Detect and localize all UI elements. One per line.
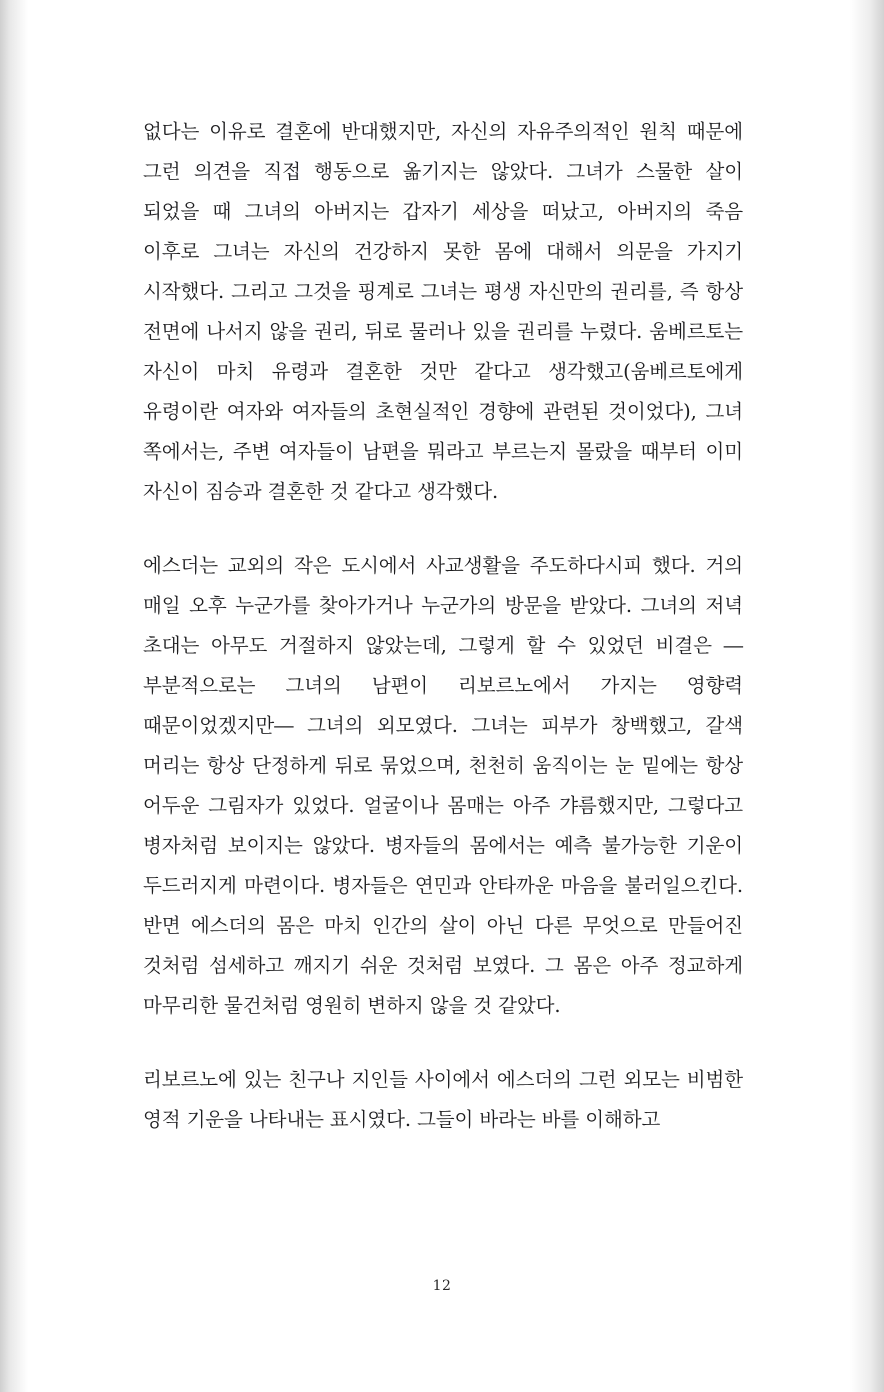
paragraph: 리보르노에 있는 친구나 지인들 사이에서 에스더의 그런 외모는 비범한 영적 기운을 나타내는 표시였다. 그들이 바라는 바를 이해하고: [143, 1068, 743, 1131]
paragraph: 에스더는 교외의 작은 도시에서 사교생활을 주도하다시피 했다. 거의 매일 오후 누군가를 찾아가거나 누군가의 방문을 받았다. 그녀의 저녁 초대는 아무도 거절하지 않았는데, 그렇게 할 수 있었던 비결은 ―부분적으로는 그녀의 남편이 리보르노에서 가지는 영향력 때문이었겠지만― 그녀의 외모였다. 그녀는 피부가 창백했고, 갈색 머리는 항상 단정하게 뒤로 묶었으며, 천천히 움직이는 눈 밑에는 항상 어두운 그림자가 있었다. 얼굴이나 몸매는 아주 갸름했지만, 그렇다고 병자처럼 보이지는 않았다. 병자들의 몸에서는 예측 불가능한 기운이 두드러지게 마련이다. 병자들은 연민과 안타까운 마음을 불러일으킨다. 반면 에스더의 몸은 마치 인간의 살이 아닌 다른 무엇으로 만들어진 것처럼 섬세하고 깨지기 쉬운 것처럼 보였다. 그 몸은 아주 정교하게 마무리한 물건처럼 영원히 변하지 않을 것 같았다.: [143, 554, 743, 1017]
page-number: 12: [432, 1278, 452, 1294]
paragraph: 없다는 이유로 결혼에 반대했지만, 자신의 자유주의적인 원칙 때문에 그런 의견을 직접 행동으로 옮기지는 않았다. 그녀가 스물한 살이 되었을 때 그녀의 아버지는 갑자기 세상을 떠났고, 아버지의 죽음 이후로 그녀는 자신의 건강하지 못한 몸에 대해서 의문을 가지기 시작했다. 그리고 그것을 핑계로 그녀는 평생 자신만의 권리를, 즉 항상 전면에 나서지 않을 권리, 뒤로 물러나 있을 권리를 누렸다. 움베르토는 자신이 마치 유령과 결혼한 것만 같다고 생각했고(움베르토에게 유령이란 여자와 여자들의 초현실적인 경향에 관련된 것이었다), 그녀 쪽에서는, 주변 여자들이 남편을 뭐라고 부르는지 몰랐을 때부터 이미 자신이 짐승과 결혼한 것 같다고 생각했다.: [143, 120, 743, 503]
body-text-column: [143, 112, 743, 1140]
